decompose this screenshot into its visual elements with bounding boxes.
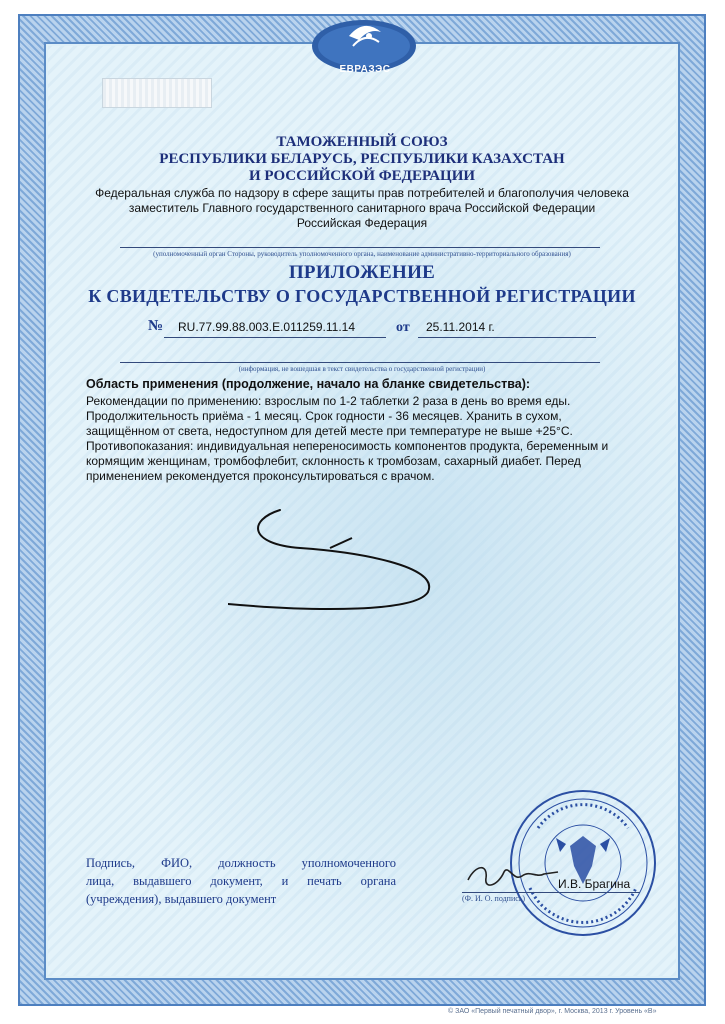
handwritten-signature (462, 856, 562, 896)
body-line: Продолжительность приёма - 1 месяц. Срок годности - 36 месяцев. Хранить в сухом, (86, 409, 562, 423)
title-line-1: ПРИЛОЖЕНИЕ (288, 262, 436, 283)
signature-block-caption (86, 854, 396, 908)
number-rule (164, 337, 386, 338)
body-line: Противопоказания: индивидуальная непереносимость компонентов продукта, беременным и (86, 439, 609, 453)
date-prefix: от (396, 320, 410, 335)
authority-line-2: заместитель Главного государственного санитарного врача Российской Федерации (128, 201, 596, 215)
authority-caption: (уполномоченный орган Стороны, руководитель уполномоченного органа, наименование административно-территориального образования) (153, 250, 571, 258)
hologram-strip (102, 78, 212, 108)
body-line: применением рекомендуется проконсультироваться с врачом. (86, 469, 435, 483)
registration-date: 25.11.2014 г. (426, 320, 495, 334)
fio-caption: (Ф. И. О. подпись) (462, 894, 526, 903)
signature-caption-line: лица, выдавшего документ, и печать органа (86, 874, 396, 888)
date-rule (418, 337, 596, 338)
signature-caption-line: (учреждения), выдавшего документ (86, 892, 277, 906)
header-line-3: И РОССИЙСКОЙ ФЕДЕРАЦИИ (248, 168, 476, 184)
signer-rule (462, 892, 640, 893)
emblem-label: ЕВРАЗЭС (339, 64, 391, 75)
info-rule (120, 362, 600, 363)
signer-name: И.В. Брагина (558, 877, 631, 891)
header-line-2: РЕСПУБЛИКИ БЕЛАРУСЬ, РЕСПУБЛИКИ КАЗАХСТАН (159, 151, 565, 167)
body-line: кормящим женщинам, тромбофлебит, склонность к тромбозам, сахарный диабет. Перед (86, 454, 581, 468)
printer-note: © ЗАО «Первый печатный двор», г. Москва, 2013 г. Уровень «В» (448, 1008, 657, 1015)
signature-caption-line: Подпись, ФИО, должность уполномоченного (86, 856, 396, 870)
header-line-1: ТАМОЖЕННЫЙ СОЮЗ (276, 134, 448, 150)
registration-number: RU.77.99.88.003.E.011259.11.14 (178, 320, 356, 334)
authority-rule (120, 247, 600, 248)
signature-mark (228, 500, 448, 620)
body-heading: Область применения (продолжение, начало на бланке свидетельства): (86, 377, 531, 391)
title-line-2: К СВИДЕТЕЛЬСТВУ О ГОСУДАРСТВЕННОЙ РЕГИСТРАЦИИ (88, 286, 636, 306)
authority-line-1: Федеральная служба по надзору в сфере защиты прав потребителей и благополучия человека (95, 186, 629, 200)
info-caption: (информация, не вошедшая в текст свидетельства о государственной регистрации) (238, 365, 486, 373)
eurasec-emblem-icon (309, 6, 419, 72)
body-line: защищённом от света, недоступном для детей месте при температуре не выше +25°С. (86, 424, 573, 438)
body-line: Рекомендации по применению: взрослым по 1-2 таблетки 2 раза в день во время еды. (86, 394, 571, 408)
number-sign: № (148, 318, 164, 334)
authority-line-3: Российская Федерация (296, 216, 428, 230)
